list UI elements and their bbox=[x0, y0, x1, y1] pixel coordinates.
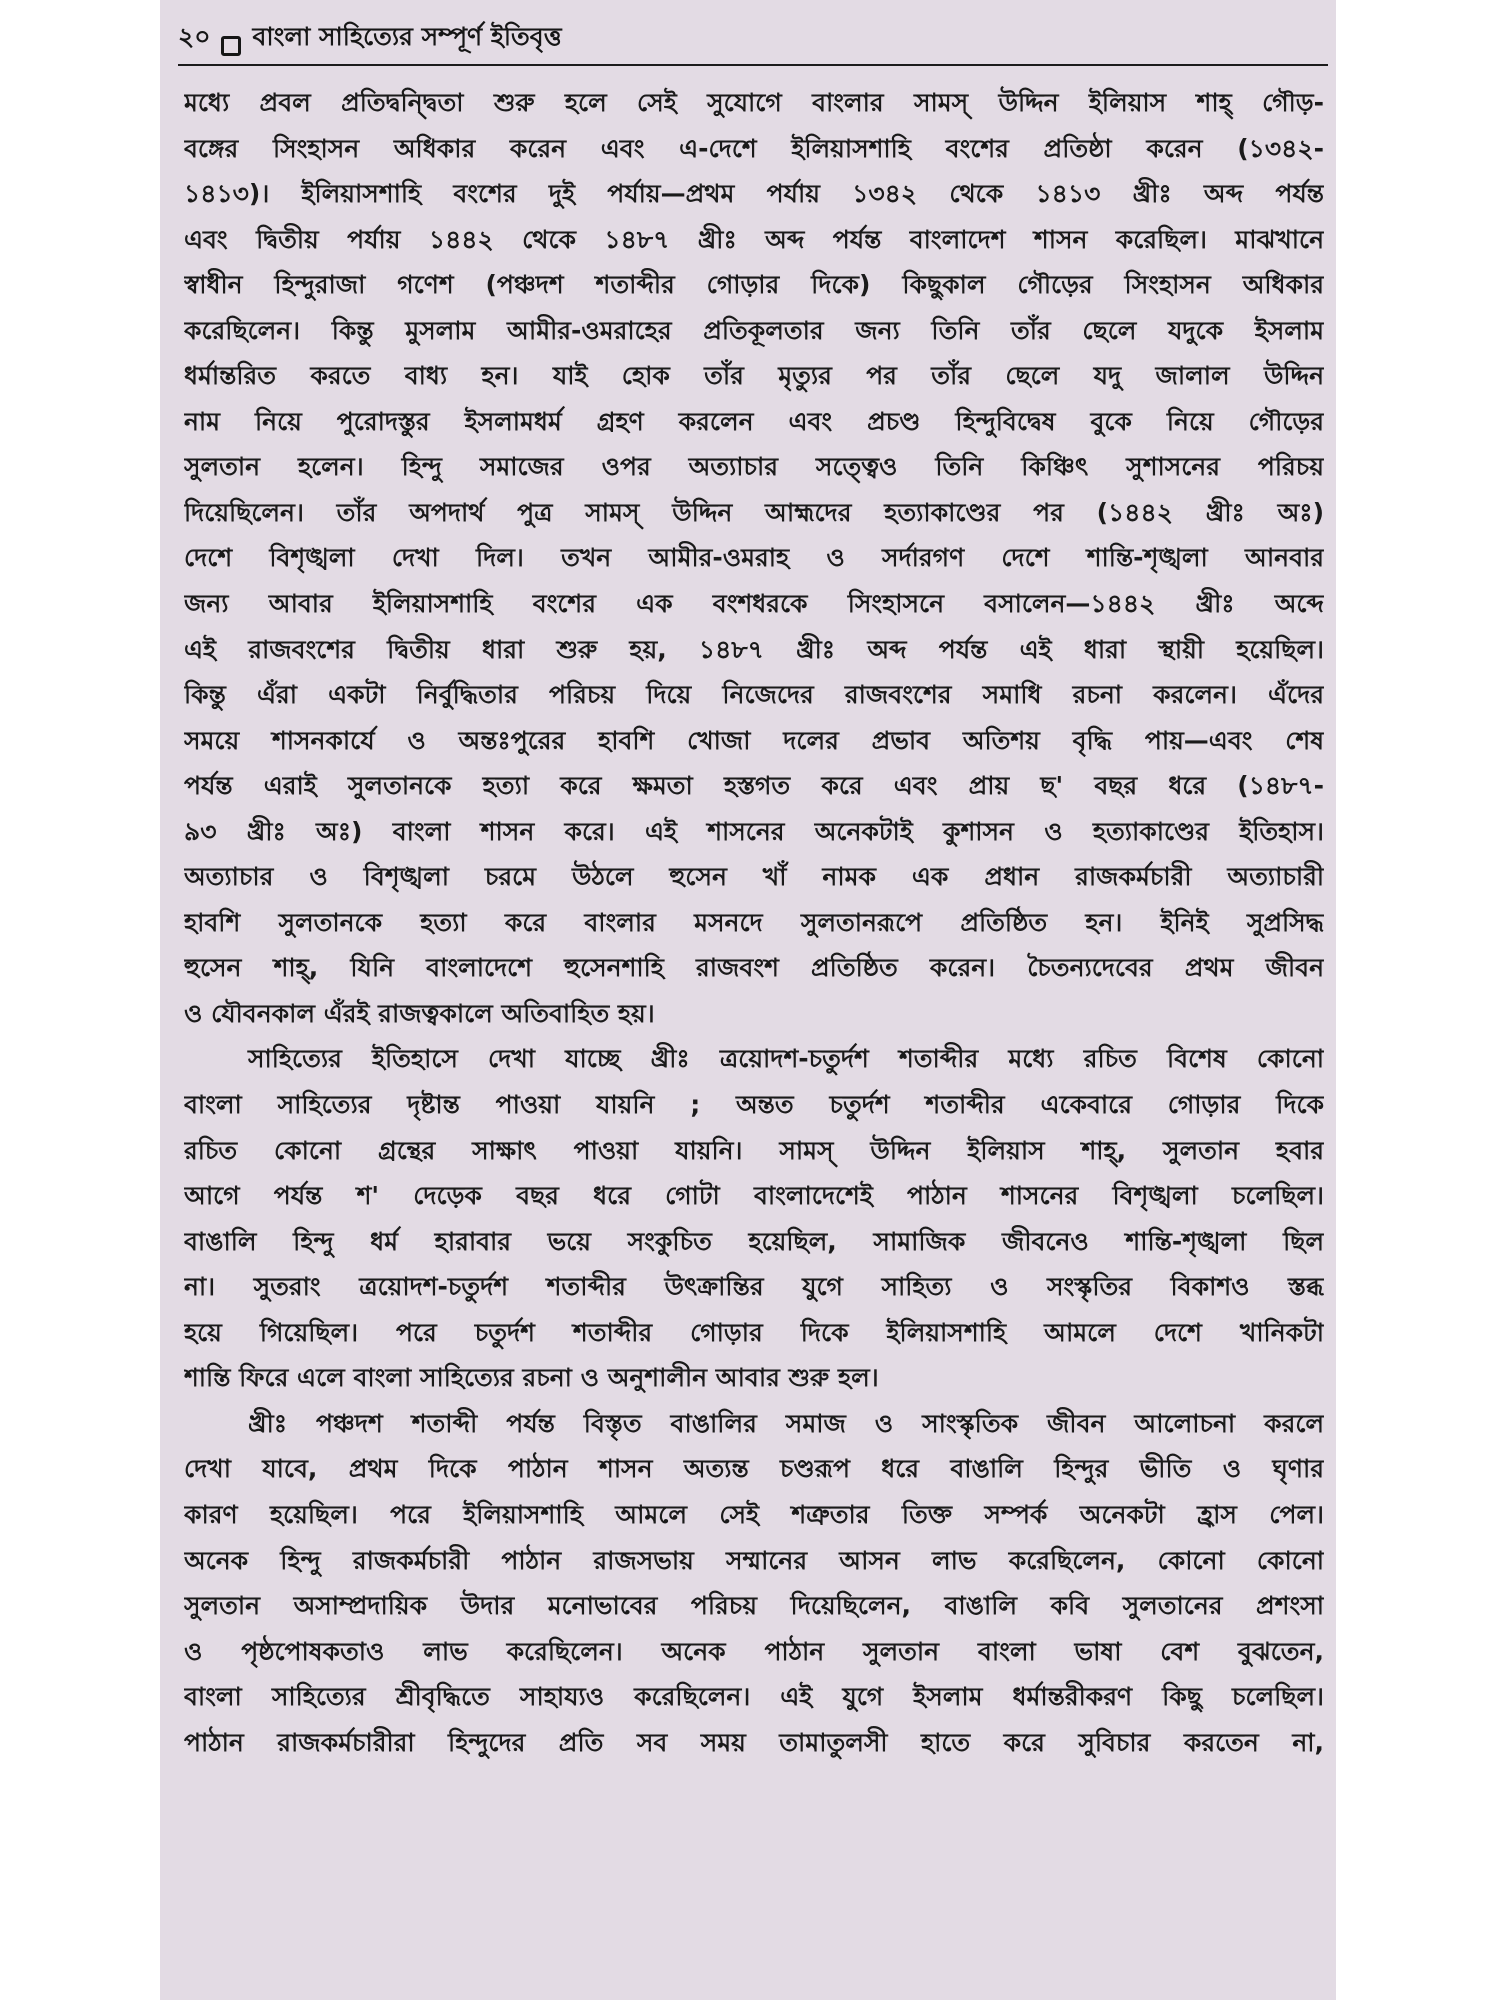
square-bullet-icon bbox=[221, 36, 241, 56]
text-line: ও পৃষ্ঠপোষকতাও লাভ করেছিলেন। অনেক পাঠান সুলতান বাংলা ভাষা বেশ বুঝতেন, bbox=[184, 1636, 1324, 1666]
text-line: জন্য আবার ইলিয়াসশাহি বংশের এক বংশধরকে সিংহাসনে বসালেন—১৪৪২ খ্রীঃ অব্দে bbox=[184, 589, 1324, 619]
text-line: ৯৩ খ্রীঃ অঃ) বাংলা শাসন করে। এই শাসনের অনেকটাই কুশাসন ও হত্যাকাণ্ডের ইতিহাস। bbox=[184, 816, 1324, 846]
text-line: পর্যন্ত এরাই সুলতানকে হত্যা করে ক্ষমতা হস্তগত করে এবং প্রায় ছ' বছর ধরে (১৪৮৭- bbox=[184, 771, 1324, 801]
paragraph-start-line: খ্রীঃ পঞ্চদশ শতাব্দী পর্যন্ত বিস্তৃত বাঙালির সমাজ ও সাংস্কৃতিক জীবন আলোচনা করলে bbox=[248, 1408, 1324, 1438]
text-line: হাবশি সুলতানকে হত্যা করে বাংলার মসনদে সুলতানরূপে প্রতিষ্ঠিত হন। ইনিই সুপ্রসিদ্ধ bbox=[184, 907, 1324, 937]
text-line: বঙ্গের সিংহাসন অধিকার করেন এবং এ-দেশে ইলিয়াসশাহি বংশের প্রতিষ্ঠা করেন (১৩৪২- bbox=[184, 133, 1324, 163]
text-line: হয়ে গিয়েছিল। পরে চতুর্দশ শতাব্দীর গোড়ার দিকে ইলিয়াসশাহি আমলে দেশে খানিকটা bbox=[184, 1317, 1324, 1347]
text-line: রচিত কোনো গ্রন্থের সাক্ষাৎ পাওয়া যায়নি। সামস্ উদ্দিন ইলিয়াস শাহ্, সুলতান হবার bbox=[184, 1135, 1324, 1165]
text-line: সুলতান অসাম্প্রদায়িক উদার মনোভাবের পরিচয় দিয়েছিলেন, বাঙালি কবি সুলতানের প্রশংসা bbox=[184, 1591, 1324, 1621]
text-line: দিয়েছিলেন। তাঁর অপদার্থ পুত্র সামস্ উদ্দিন আহ্মদের হত্যাকাণ্ডের পর (১৪৪২ খ্রীঃ অঃ) bbox=[184, 497, 1324, 527]
text-line: বাংলা সাহিত্যের দৃষ্টান্ত পাওয়া যায়নি ; অন্তত চতুর্দশ শতাব্দীর একেবারে গোড়ার দিকে bbox=[184, 1090, 1324, 1120]
text-line: ধর্মান্তরিত করতে বাধ্য হন। যাই হোক তাঁর মৃত্যুর পর তাঁর ছেলে যদু জালাল উদ্দিন bbox=[184, 361, 1324, 391]
text-line: সুলতান হলেন। হিন্দু সমাজের ওপর অত্যাচার সত্ত্বেও তিনি কিঞ্চিৎ সুশাসনের পরিচয় bbox=[184, 452, 1324, 482]
text-line: বাংলা সাহিত্যের শ্রীবৃদ্ধিতে সাহায্যও করেছিলেন। এই যুগে ইসলাম ধর্মান্তরীকরণ কিছু চলেছিল। bbox=[184, 1682, 1324, 1712]
text-line: না। সুতরাং ত্রয়োদশ-চতুর্দশ শতাব্দীর উৎক্রান্তির যুগে সাহিত্য ও সংস্কৃতির বিকাশও স্তব্ধ bbox=[184, 1272, 1324, 1302]
text-line: দেখা যাবে, প্রথম দিকে পাঠান শাসন অত্যন্ত চণ্ডরূপ ধরে বাঙালি হিন্দুর ভীতি ও ঘৃণার bbox=[184, 1454, 1324, 1484]
text-line: এবং দ্বিতীয় পর্যায় ১৪৪২ থেকে ১৪৮৭ খ্রীঃ অব্দ পর্যন্ত বাংলাদেশ শাসন করেছিল। মাঝখানে bbox=[184, 224, 1324, 254]
text-line: সময়ে শাসনকার্যে ও অন্তঃপুরের হাবশি খোজা দলের প্রভাব অতিশয় বৃদ্ধি পায়—এবং শেষ bbox=[184, 725, 1324, 755]
text-line: অনেক হিন্দু রাজকর্মচারী পাঠান রাজসভায় সম্মানের আসন লাভ করেছিলেন, কোনো কোনো bbox=[184, 1545, 1324, 1575]
text-line: ও যৌবনকাল এঁরই রাজত্বকালে অতিবাহিত হয়। bbox=[184, 998, 655, 1028]
text-line: এই রাজবংশের দ্বিতীয় ধারা শুরু হয়, ১৪৮৭ খ্রীঃ অব্দ পর্যন্ত এই ধারা স্থায়ী হয়েছিল। bbox=[184, 634, 1324, 664]
text-line: ১৪১৩)। ইলিয়াসশাহি বংশের দুই পর্যায়—প্রথম পর্যায় ১৩৪২ থেকে ১৪১৩ খ্রীঃ অব্দ পর্যন্ত bbox=[184, 179, 1324, 209]
book-title: বাংলা সাহিত্যের সম্পূর্ণ ইতিবৃত্ত bbox=[252, 22, 562, 51]
text-line: হুসেন শাহ্, যিনি বাংলাদেশে হুসেনশাহি রাজবংশ প্রতিষ্ঠিত করেন। চৈতন্যদেবের প্রথম জীবন bbox=[184, 953, 1324, 983]
book-page bbox=[160, 0, 1336, 2000]
text-line: বাঙালি হিন্দু ধর্ম হারাবার ভয়ে সংকুচিত হয়েছিল, সামাজিক জীবনেও শান্তি-শৃঙ্খলা ছিল bbox=[184, 1226, 1324, 1256]
text-line: স্বাধীন হিন্দুরাজা গণেশ (পঞ্চদশ শতাব্দীর গোড়ার দিকে) কিছুকাল গৌড়ের সিংহাসন অধিকার bbox=[184, 270, 1324, 300]
text-line: শান্তি ফিরে এলে বাংলা সাহিত্যের রচনা ও অনুশালীন আবার শুরু হল। bbox=[184, 1363, 879, 1393]
text-line: মধ্যে প্রবল প্রতিদ্বন্দ্বিতা শুরু হলে সেই সুযোগে বাংলার সামস্ উদ্দিন ইলিয়াস শাহ্ গৌড়- bbox=[184, 88, 1324, 117]
running-header bbox=[178, 14, 1328, 66]
text-line: পাঠান রাজকর্মচারীরা হিন্দুদের প্রতি সব সময় তামাতুলসী হাতে করে সুবিচার করতেন না, bbox=[184, 1727, 1324, 1757]
text-line: আগে পর্যন্ত শ' দেড়েক বছর ধরে গোটা বাংলাদেশেই পাঠান শাসনের বিশৃঙ্খলা চলেছিল। bbox=[184, 1181, 1324, 1211]
text-line: দেশে বিশৃঙ্খলা দেখা দিল। তখন আমীর-ওমরাহ ও সর্দারগণ দেশে শান্তি-শৃঙ্খলা আনবার bbox=[184, 543, 1324, 573]
paragraph-start-line: সাহিত্যের ইতিহাসে দেখা যাচ্ছে খ্রীঃ ত্রয়োদশ-চতুর্দশ শতাব্দীর মধ্যে রচিত বিশেষ কোনো bbox=[248, 1044, 1324, 1074]
text-line: কিন্তু এঁরা একটা নির্বুদ্ধিতার পরিচয় দিয়ে নিজেদের রাজবংশের সমাধি রচনা করলেন। এঁদের bbox=[184, 680, 1324, 710]
text-line: কারণ হয়েছিল। পরে ইলিয়াসশাহি আমলে সেই শত্রুতার তিক্ত সম্পর্ক অনেকটা হ্রাস পেল। bbox=[184, 1499, 1324, 1529]
page-body-text bbox=[184, 80, 1336, 1765]
text-line: করেছিলেন। কিন্তু মুসলাম আমীর-ওমরাহের প্রতিকূলতার জন্য তিনি তাঁর ছেলে যদুকে ইসলাম bbox=[184, 315, 1324, 345]
text-line: নাম নিয়ে পুরোদস্তুর ইসলামধর্ম গ্রহণ করলেন এবং প্রচণ্ড হিন্দুবিদ্বেষ বুকে নিয়ে গৌড়ের bbox=[184, 406, 1324, 436]
page-number: ২০ bbox=[178, 22, 211, 51]
text-line: অত্যাচার ও বিশৃঙ্খলা চরমে উঠলে হুসেন খাঁ নামক এক প্রধান রাজকর্মচারী অত্যাচারী bbox=[184, 862, 1324, 892]
